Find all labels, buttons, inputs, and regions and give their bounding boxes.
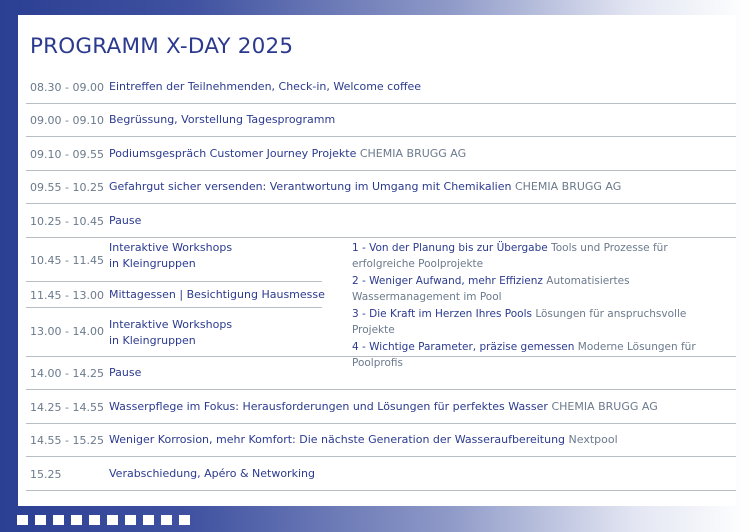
row-time: 14.55 - 15.25 xyxy=(30,434,104,447)
square-icon xyxy=(179,515,190,525)
workshop-title: 2 - Weniger Aufwand, mehr Effizienz xyxy=(352,275,543,287)
row-time: 14.00 - 14.25 xyxy=(30,367,104,380)
row-text xyxy=(109,213,141,229)
row-time: 14.25 - 14.55 xyxy=(30,401,104,414)
divider xyxy=(26,356,736,357)
square-icon xyxy=(107,515,118,525)
workshop-description: Tools und Prozesse für erfolgreiche Poolprojekte xyxy=(352,242,668,270)
row-organizer: Nextpool xyxy=(568,433,618,446)
square-icon xyxy=(143,515,154,525)
divider xyxy=(26,136,736,137)
divider xyxy=(26,456,736,457)
row-organizer: CHEMIA BRUGG AG xyxy=(551,400,658,413)
row-title: Pause xyxy=(109,366,142,379)
row-text xyxy=(109,399,658,415)
row-title: Wasserpflege im Fokus: Herausforderungen und Lösungen für perfektes Wasser xyxy=(109,400,548,413)
row-text xyxy=(109,240,232,272)
row-organizer: CHEMIA BRUGG AG xyxy=(359,147,467,160)
page-title: PROGRAMM X-DAY 2025 xyxy=(30,34,294,59)
square-icon xyxy=(89,515,100,525)
row-title: Weniger Korrosion, mehr Komfort: Die nächste Generation der Wasseraufbereitung xyxy=(109,433,566,446)
row-text xyxy=(109,112,335,128)
program-card xyxy=(18,15,736,506)
row-title-line1: Interaktive Workshops xyxy=(109,241,233,254)
row-organizer: CHEMIA BRUGG AG xyxy=(514,180,622,193)
divider xyxy=(26,170,736,171)
square-icon xyxy=(53,515,64,525)
workshop-item xyxy=(352,241,718,272)
divider xyxy=(26,237,736,238)
divider xyxy=(26,307,322,308)
row-title-line2: in Kleingruppen xyxy=(109,257,196,270)
square-icon xyxy=(35,515,46,525)
row-text xyxy=(109,317,232,349)
row-time: 09.00 - 09.10 xyxy=(30,114,104,127)
row-time: 09.55 - 10.25 xyxy=(30,181,104,194)
row-title: Verabschiedung, Apéro & Networking xyxy=(109,467,315,480)
row-title-line2: in Kleingruppen xyxy=(109,334,196,347)
square-icon xyxy=(71,515,82,525)
workshop-list xyxy=(352,241,718,373)
square-icon xyxy=(125,515,136,525)
row-time: 11.45 - 13.00 xyxy=(30,289,104,302)
divider xyxy=(26,203,736,204)
divider xyxy=(26,490,736,491)
workshop-item xyxy=(352,274,718,305)
divider xyxy=(26,389,736,390)
row-title: Mittagessen | Besichtigung Hausmesse xyxy=(109,288,325,301)
workshop-description: Lösungen für anspruchsvolle Projekte xyxy=(352,308,687,336)
row-time: 13.00 - 14.00 xyxy=(30,325,104,338)
row-title: Begrüssung, Vorstellung Tagesprogramm xyxy=(109,113,336,126)
row-time: 09.10 - 09.55 xyxy=(30,148,104,161)
workshop-description: Moderne Lösungen für Poolprofis xyxy=(352,341,696,369)
decorative-squares xyxy=(17,515,190,525)
row-text xyxy=(109,287,325,303)
workshop-title: 3 - Die Kraft im Herzen Ihres Pools xyxy=(352,308,532,320)
row-time: 15.25 xyxy=(30,468,62,481)
square-icon xyxy=(17,515,28,525)
row-text xyxy=(109,466,315,482)
divider xyxy=(26,103,736,104)
workshop-description: Automatisiertes Wassermanagement im Pool xyxy=(352,275,630,303)
row-time: 10.45 - 11.45 xyxy=(30,254,104,267)
row-time: 10.25 - 10.45 xyxy=(30,215,104,228)
workshop-title: 4 - Wichtige Parameter, präzise gemessen xyxy=(352,341,575,353)
row-title: Eintreffen der Teilnehmenden, Check-in, Welcome coffee xyxy=(109,80,422,93)
row-title: Gefahrgut sicher versenden: Verantwortung im Umgang mit Chemikalien xyxy=(109,180,512,193)
row-time: 08.30 - 09.00 xyxy=(30,81,104,94)
row-text xyxy=(109,79,421,95)
row-title-line1: Interaktive Workshops xyxy=(109,318,233,331)
row-title: Podiumsgespräch Customer Journey Projekte xyxy=(109,147,357,160)
row-text xyxy=(109,432,618,448)
workshop-item xyxy=(352,307,718,338)
row-text xyxy=(109,146,466,162)
divider xyxy=(26,423,736,424)
workshop-title: 1 - Von der Planung bis zur Übergabe xyxy=(352,242,548,254)
divider xyxy=(26,281,322,282)
row-title: Pause xyxy=(109,214,142,227)
row-text xyxy=(109,179,621,195)
square-icon xyxy=(161,515,172,525)
row-text xyxy=(109,365,141,381)
